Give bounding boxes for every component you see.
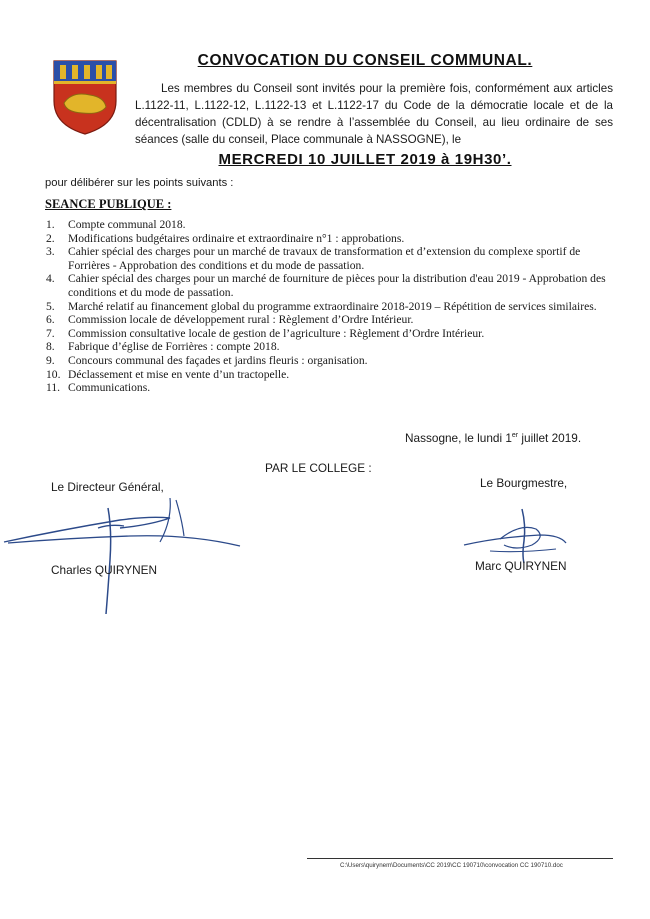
agenda-list	[46, 218, 606, 395]
coat-of-arms-icon	[50, 57, 120, 137]
agenda-item: 8. Fabrique d’église de Forrières : compte 2018.	[46, 340, 280, 354]
agenda-item: 11. Communications.	[46, 381, 151, 395]
agenda-intro: pour délibérer sur les points suivants :	[45, 177, 234, 189]
meeting-date: MERCREDI 10 JUILLET 2019 à 19H30’.	[218, 151, 512, 168]
seance-heading: SEANCE PUBLIQUE :	[45, 197, 172, 211]
agenda-item: 9. Concours communal des façades et jardins fleuris : organisation.	[46, 353, 368, 367]
agenda-item: 5. Marché relatif au financement global du programme extraordinaire 2018-2019 – Répétition de services similaires.	[46, 299, 597, 313]
document-title: CONVOCATION DU CONSEIL COMMUNAL.	[197, 52, 533, 69]
footer-file-path: C:\Users\quirynem\Documents\CC 2019\CC 190710\convocation CC 190710.doc	[340, 862, 563, 869]
place-and-date: Nassogne, le lundi 1er juillet 2019.	[405, 431, 582, 445]
agenda-item: 1. Compte communal 2018.	[46, 218, 186, 231]
agenda-item: 6. Commission locale de développement rural : Règlement d’Ordre Intérieur.	[46, 313, 414, 327]
agenda-item: 4. Cahier spécial des charges pour un marché de fourniture de pièces pour la distribution d'eau 2019 - Approbation des conditions et du mode de passation.	[46, 272, 606, 299]
agenda-item: 7. Commission consultative locale de gestion de l’agriculture : Règlement d’Ordre Intérieur.	[46, 326, 485, 340]
mayor-signature-icon	[460, 505, 570, 565]
agenda-item: 3. Cahier spécial des charges pour un marché de travaux de transformation et d’extension du complexe sportif de Forrières - Approbation des conditions et du mode de passation.	[46, 245, 581, 272]
agenda-item: 2. Modifications budgétaires ordinaire et extraordinaire n°1 : approbations.	[46, 231, 405, 245]
director-role: Le Directeur Général,	[51, 480, 164, 494]
director-name: Charles QUIRYNEN	[51, 563, 157, 577]
intro-paragraph: Les membres du Conseil sont invités pour la première fois, conformément aux articles L.1122-11, L.1122-12, L.1122-13 et L.1122-17 du Code de la démocratie locale et de la décentralisation (CDLD) à se rendre à l’assemblée du Conseil, au lieu ordinaire de ses séances (salle du conseil, Place communale à NASSOGNE), le	[135, 82, 613, 146]
mayor-name: Marc QUIRYNEN	[475, 559, 567, 573]
director-signature-icon	[0, 490, 260, 620]
agenda-item: 10. Déclassement et mise en vente d’un tractopelle.	[46, 367, 290, 381]
mayor-role: Le Bourgmestre,	[480, 476, 568, 490]
footer-divider	[307, 858, 613, 859]
par-le-college: PAR LE COLLEGE :	[265, 461, 372, 475]
